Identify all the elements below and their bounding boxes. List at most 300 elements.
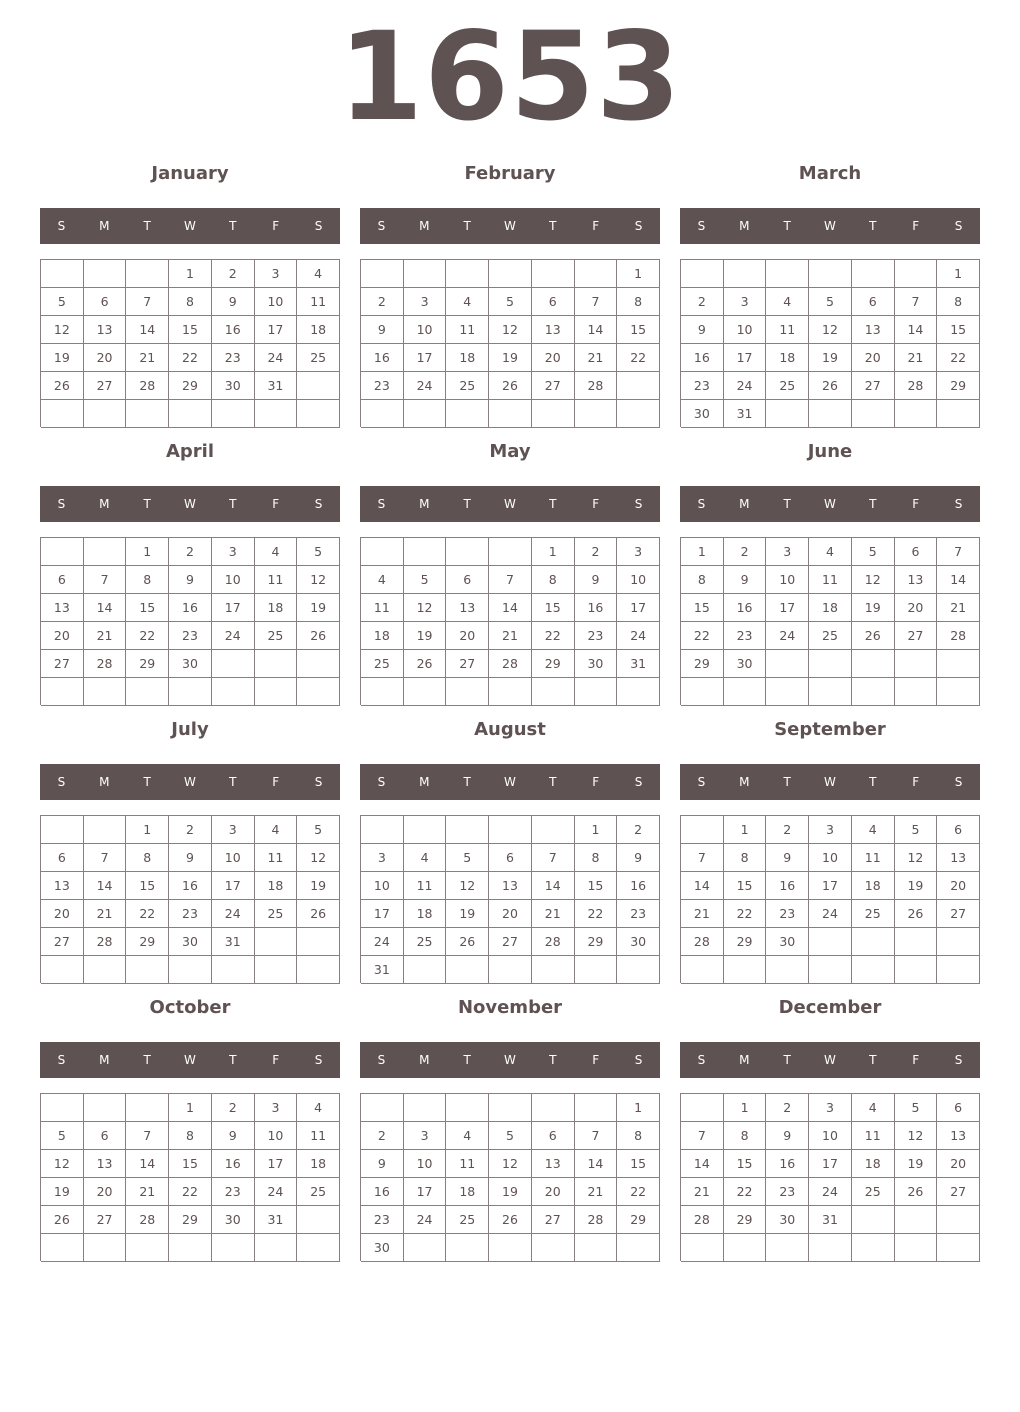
day-cell: 2 [681, 288, 724, 316]
month-name: August [474, 719, 546, 740]
day-cell: 24 [809, 1178, 852, 1206]
day-cell: 3 [617, 538, 660, 566]
day-cell [404, 538, 447, 566]
day-cell [361, 1094, 404, 1122]
weekday-label: S [57, 219, 66, 233]
day-cell: 5 [895, 816, 938, 844]
day-cell: 15 [617, 316, 660, 344]
day-cell: 23 [212, 1178, 255, 1206]
day-cell: 23 [724, 622, 767, 650]
day-cell: 25 [255, 900, 298, 928]
day-cell [895, 1206, 938, 1234]
day-cell: 11 [852, 1122, 895, 1150]
day-grid [40, 815, 340, 983]
day-cell: 25 [446, 1206, 489, 1234]
day-cell: 24 [724, 372, 767, 400]
day-cell: 24 [404, 372, 447, 400]
day-cell: 30 [212, 372, 255, 400]
day-cell [532, 1234, 575, 1262]
day-cell: 19 [297, 872, 340, 900]
day-cell: 22 [937, 344, 980, 372]
day-cell: 21 [895, 344, 938, 372]
day-cell: 1 [169, 1094, 212, 1122]
day-cell: 7 [532, 844, 575, 872]
day-grid [680, 1093, 980, 1261]
weekday-header [40, 1042, 340, 1078]
day-cell: 2 [575, 538, 618, 566]
day-cell: 3 [404, 1122, 447, 1150]
day-cell: 23 [361, 372, 404, 400]
day-cell [84, 1234, 127, 1262]
day-cell: 12 [297, 566, 340, 594]
day-cell: 17 [404, 344, 447, 372]
day-cell: 16 [361, 1178, 404, 1206]
day-cell: 11 [766, 316, 809, 344]
day-cell: 11 [404, 872, 447, 900]
day-cell: 22 [724, 1178, 767, 1206]
day-cell: 23 [212, 344, 255, 372]
day-cell: 11 [809, 566, 852, 594]
day-cell: 16 [766, 1150, 809, 1178]
day-cell [169, 1234, 212, 1262]
day-cell [937, 1234, 980, 1262]
day-cell: 9 [681, 316, 724, 344]
day-cell: 13 [895, 566, 938, 594]
day-cell: 3 [809, 816, 852, 844]
weekday-label: M [99, 497, 110, 511]
day-cell: 26 [809, 372, 852, 400]
day-cell [681, 816, 724, 844]
day-cell [212, 400, 255, 428]
weekday-header [360, 486, 660, 522]
day-cell [617, 1234, 660, 1262]
day-grid [40, 1093, 340, 1261]
day-cell: 1 [575, 816, 618, 844]
day-cell [809, 956, 852, 984]
weekday-label: T [549, 1053, 557, 1067]
day-cell: 12 [41, 316, 84, 344]
day-cell: 3 [809, 1094, 852, 1122]
day-cell: 29 [724, 928, 767, 956]
day-cell: 4 [446, 1122, 489, 1150]
day-cell: 1 [937, 260, 980, 288]
day-cell: 12 [446, 872, 489, 900]
day-cell [724, 1234, 767, 1262]
day-cell [255, 400, 298, 428]
day-cell: 28 [126, 372, 169, 400]
day-cell: 10 [212, 566, 255, 594]
day-cell [361, 816, 404, 844]
day-cell: 2 [724, 538, 767, 566]
day-cell: 12 [895, 844, 938, 872]
day-cell: 7 [126, 1122, 169, 1150]
day-cell [681, 1094, 724, 1122]
day-cell: 30 [169, 650, 212, 678]
day-cell: 26 [489, 1206, 532, 1234]
day-cell: 9 [575, 566, 618, 594]
day-cell: 5 [297, 816, 340, 844]
day-cell: 28 [895, 372, 938, 400]
day-cell: 31 [617, 650, 660, 678]
day-cell: 22 [169, 1178, 212, 1206]
day-cell: 31 [255, 1206, 298, 1234]
day-cell: 22 [617, 1178, 660, 1206]
day-cell [532, 956, 575, 984]
weekday-label: F [592, 219, 600, 233]
weekday-header [40, 764, 340, 800]
day-cell: 4 [297, 1094, 340, 1122]
day-grid [360, 259, 660, 427]
day-cell: 28 [681, 928, 724, 956]
month-name: November [457, 997, 563, 1018]
day-cell: 6 [895, 538, 938, 566]
weekday-label: T [143, 497, 151, 511]
day-cell: 20 [84, 344, 127, 372]
day-cell: 12 [489, 1150, 532, 1178]
day-cell [404, 260, 447, 288]
day-cell: 14 [895, 316, 938, 344]
day-cell [446, 260, 489, 288]
day-cell: 31 [724, 400, 767, 428]
day-cell [852, 260, 895, 288]
day-cell [766, 1234, 809, 1262]
day-cell: 20 [84, 1178, 127, 1206]
day-cell [852, 1234, 895, 1262]
day-cell: 16 [361, 344, 404, 372]
weekday-label: S [314, 497, 323, 511]
day-cell: 11 [297, 1122, 340, 1150]
day-cell: 4 [446, 288, 489, 316]
day-cell: 24 [809, 900, 852, 928]
day-cell [404, 400, 447, 428]
day-cell: 18 [766, 344, 809, 372]
day-cell: 11 [852, 844, 895, 872]
day-cell: 15 [681, 594, 724, 622]
month-name: February [464, 163, 556, 184]
day-cell [41, 956, 84, 984]
day-cell: 29 [126, 928, 169, 956]
day-cell [297, 678, 340, 706]
day-cell: 9 [766, 844, 809, 872]
day-cell [532, 260, 575, 288]
day-cell [84, 956, 127, 984]
day-cell: 21 [84, 900, 127, 928]
day-cell [617, 400, 660, 428]
day-cell: 19 [852, 594, 895, 622]
day-cell: 29 [937, 372, 980, 400]
day-cell: 17 [809, 872, 852, 900]
day-cell [809, 260, 852, 288]
day-cell: 15 [937, 316, 980, 344]
day-cell: 21 [532, 900, 575, 928]
day-cell: 19 [809, 344, 852, 372]
day-cell: 9 [617, 844, 660, 872]
day-cell: 8 [126, 844, 169, 872]
day-cell [361, 678, 404, 706]
weekday-header [40, 208, 340, 244]
weekday-label: S [314, 219, 323, 233]
day-cell: 2 [617, 816, 660, 844]
day-cell [895, 956, 938, 984]
weekday-label: M [99, 219, 110, 233]
weekday-header [360, 208, 660, 244]
day-cell [852, 928, 895, 956]
day-cell: 24 [212, 900, 255, 928]
day-cell: 26 [404, 650, 447, 678]
day-cell: 13 [532, 1150, 575, 1178]
day-cell [766, 956, 809, 984]
day-cell: 5 [489, 1122, 532, 1150]
day-cell [41, 260, 84, 288]
weekday-label: M [99, 1053, 110, 1067]
day-cell: 27 [446, 650, 489, 678]
weekday-label: M [419, 775, 430, 789]
day-cell [809, 400, 852, 428]
day-cell: 13 [937, 1122, 980, 1150]
day-cell: 1 [617, 1094, 660, 1122]
day-cell: 3 [361, 844, 404, 872]
weekday-label: T [869, 1053, 877, 1067]
day-cell: 16 [212, 1150, 255, 1178]
day-cell: 23 [617, 900, 660, 928]
day-cell: 21 [84, 622, 127, 650]
day-cell [937, 928, 980, 956]
day-cell: 18 [297, 1150, 340, 1178]
day-cell: 15 [724, 1150, 767, 1178]
day-cell: 6 [41, 844, 84, 872]
day-cell: 21 [126, 344, 169, 372]
day-cell: 23 [681, 372, 724, 400]
day-cell: 19 [41, 344, 84, 372]
month-name: June [807, 441, 853, 462]
weekday-label: S [697, 497, 706, 511]
day-cell: 24 [212, 622, 255, 650]
day-cell: 2 [766, 816, 809, 844]
day-cell: 5 [852, 538, 895, 566]
weekday-label: S [634, 775, 643, 789]
weekday-label: S [697, 219, 706, 233]
day-cell: 30 [766, 928, 809, 956]
day-cell [212, 1234, 255, 1262]
day-cell [84, 538, 127, 566]
day-cell: 24 [255, 1178, 298, 1206]
day-cell: 28 [575, 1206, 618, 1234]
day-cell: 20 [895, 594, 938, 622]
day-cell [766, 678, 809, 706]
day-cell: 27 [895, 622, 938, 650]
day-cell [255, 956, 298, 984]
day-cell [361, 538, 404, 566]
day-cell: 19 [489, 1178, 532, 1206]
day-cell: 8 [681, 566, 724, 594]
day-cell: 24 [361, 928, 404, 956]
day-cell: 28 [84, 650, 127, 678]
weekday-header [680, 208, 980, 244]
day-cell [895, 928, 938, 956]
day-cell: 23 [766, 900, 809, 928]
day-cell: 25 [361, 650, 404, 678]
day-cell: 26 [489, 372, 532, 400]
day-cell [41, 1234, 84, 1262]
day-cell: 28 [532, 928, 575, 956]
weekday-label: F [272, 775, 280, 789]
month-name: January [151, 163, 229, 184]
day-cell: 19 [489, 344, 532, 372]
day-cell: 1 [617, 260, 660, 288]
day-cell: 26 [895, 1178, 938, 1206]
day-cell: 7 [681, 1122, 724, 1150]
day-cell: 21 [489, 622, 532, 650]
day-cell: 29 [532, 650, 575, 678]
day-cell: 4 [255, 816, 298, 844]
day-cell: 18 [255, 872, 298, 900]
day-cell [255, 928, 298, 956]
weekday-label: M [739, 1053, 750, 1067]
day-cell: 10 [255, 288, 298, 316]
day-cell: 12 [852, 566, 895, 594]
day-cell: 23 [575, 622, 618, 650]
day-cell [617, 678, 660, 706]
day-cell: 10 [809, 844, 852, 872]
day-cell [446, 816, 489, 844]
day-cell: 18 [297, 316, 340, 344]
day-cell [489, 538, 532, 566]
day-cell: 13 [532, 316, 575, 344]
day-cell [766, 650, 809, 678]
day-cell [404, 956, 447, 984]
day-cell: 21 [575, 1178, 618, 1206]
day-cell: 18 [404, 900, 447, 928]
day-cell [489, 816, 532, 844]
weekday-header [680, 486, 980, 522]
day-cell [937, 650, 980, 678]
day-cell: 9 [724, 566, 767, 594]
day-cell: 19 [895, 872, 938, 900]
day-cell [84, 260, 127, 288]
day-cell: 27 [532, 1206, 575, 1234]
day-cell: 27 [489, 928, 532, 956]
month-name: March [798, 163, 862, 184]
day-cell: 5 [489, 288, 532, 316]
day-cell: 28 [681, 1206, 724, 1234]
day-cell: 7 [575, 288, 618, 316]
weekday-label: M [99, 775, 110, 789]
day-cell: 24 [766, 622, 809, 650]
day-cell: 20 [937, 1150, 980, 1178]
day-cell [532, 678, 575, 706]
day-cell: 15 [575, 872, 618, 900]
day-cell [575, 956, 618, 984]
day-cell: 11 [446, 316, 489, 344]
day-cell: 9 [169, 844, 212, 872]
day-cell: 6 [84, 288, 127, 316]
day-cell: 8 [937, 288, 980, 316]
day-cell [41, 816, 84, 844]
day-cell [212, 678, 255, 706]
day-cell [446, 1234, 489, 1262]
day-cell [532, 400, 575, 428]
day-cell: 21 [681, 900, 724, 928]
day-cell: 20 [937, 872, 980, 900]
weekday-label: T [869, 775, 877, 789]
day-cell [446, 956, 489, 984]
weekday-label: T [783, 497, 791, 511]
day-cell: 14 [937, 566, 980, 594]
day-cell: 22 [126, 622, 169, 650]
day-cell [297, 650, 340, 678]
day-cell: 23 [169, 622, 212, 650]
day-cell [575, 260, 618, 288]
weekday-label: S [377, 775, 386, 789]
day-cell: 14 [681, 1150, 724, 1178]
day-cell: 22 [617, 344, 660, 372]
day-cell [297, 1206, 340, 1234]
day-cell: 14 [126, 316, 169, 344]
day-cell [212, 956, 255, 984]
day-cell: 30 [681, 400, 724, 428]
day-cell: 8 [724, 1122, 767, 1150]
day-cell [489, 1094, 532, 1122]
day-cell: 7 [84, 566, 127, 594]
day-cell [575, 678, 618, 706]
day-cell [446, 400, 489, 428]
day-cell: 16 [212, 316, 255, 344]
day-cell: 25 [809, 622, 852, 650]
day-cell [532, 1094, 575, 1122]
day-cell [297, 1234, 340, 1262]
day-cell [126, 400, 169, 428]
weekday-label: F [592, 497, 600, 511]
weekday-label: T [869, 219, 877, 233]
weekday-label: T [229, 219, 237, 233]
day-cell: 10 [255, 1122, 298, 1150]
weekday-label: W [504, 497, 516, 511]
day-cell: 20 [852, 344, 895, 372]
day-cell [575, 1234, 618, 1262]
day-cell [255, 678, 298, 706]
day-cell: 15 [532, 594, 575, 622]
day-cell: 28 [126, 1206, 169, 1234]
day-grid [360, 815, 660, 983]
day-cell: 2 [361, 288, 404, 316]
day-cell: 12 [489, 316, 532, 344]
day-cell [361, 260, 404, 288]
day-cell: 5 [404, 566, 447, 594]
day-cell: 1 [126, 816, 169, 844]
day-cell [575, 400, 618, 428]
day-cell: 16 [575, 594, 618, 622]
day-cell: 25 [766, 372, 809, 400]
day-cell: 11 [255, 566, 298, 594]
day-cell: 4 [766, 288, 809, 316]
day-cell: 21 [681, 1178, 724, 1206]
day-cell [169, 956, 212, 984]
weekday-label: S [634, 219, 643, 233]
day-cell [84, 816, 127, 844]
day-cell: 16 [724, 594, 767, 622]
weekday-label: M [739, 219, 750, 233]
day-cell: 27 [937, 900, 980, 928]
day-cell: 2 [212, 260, 255, 288]
day-cell: 15 [724, 872, 767, 900]
month-name: December [778, 997, 882, 1018]
day-cell: 26 [446, 928, 489, 956]
day-cell [852, 956, 895, 984]
day-cell [852, 400, 895, 428]
day-cell [446, 1094, 489, 1122]
weekday-label: S [57, 775, 66, 789]
day-cell: 15 [126, 594, 169, 622]
